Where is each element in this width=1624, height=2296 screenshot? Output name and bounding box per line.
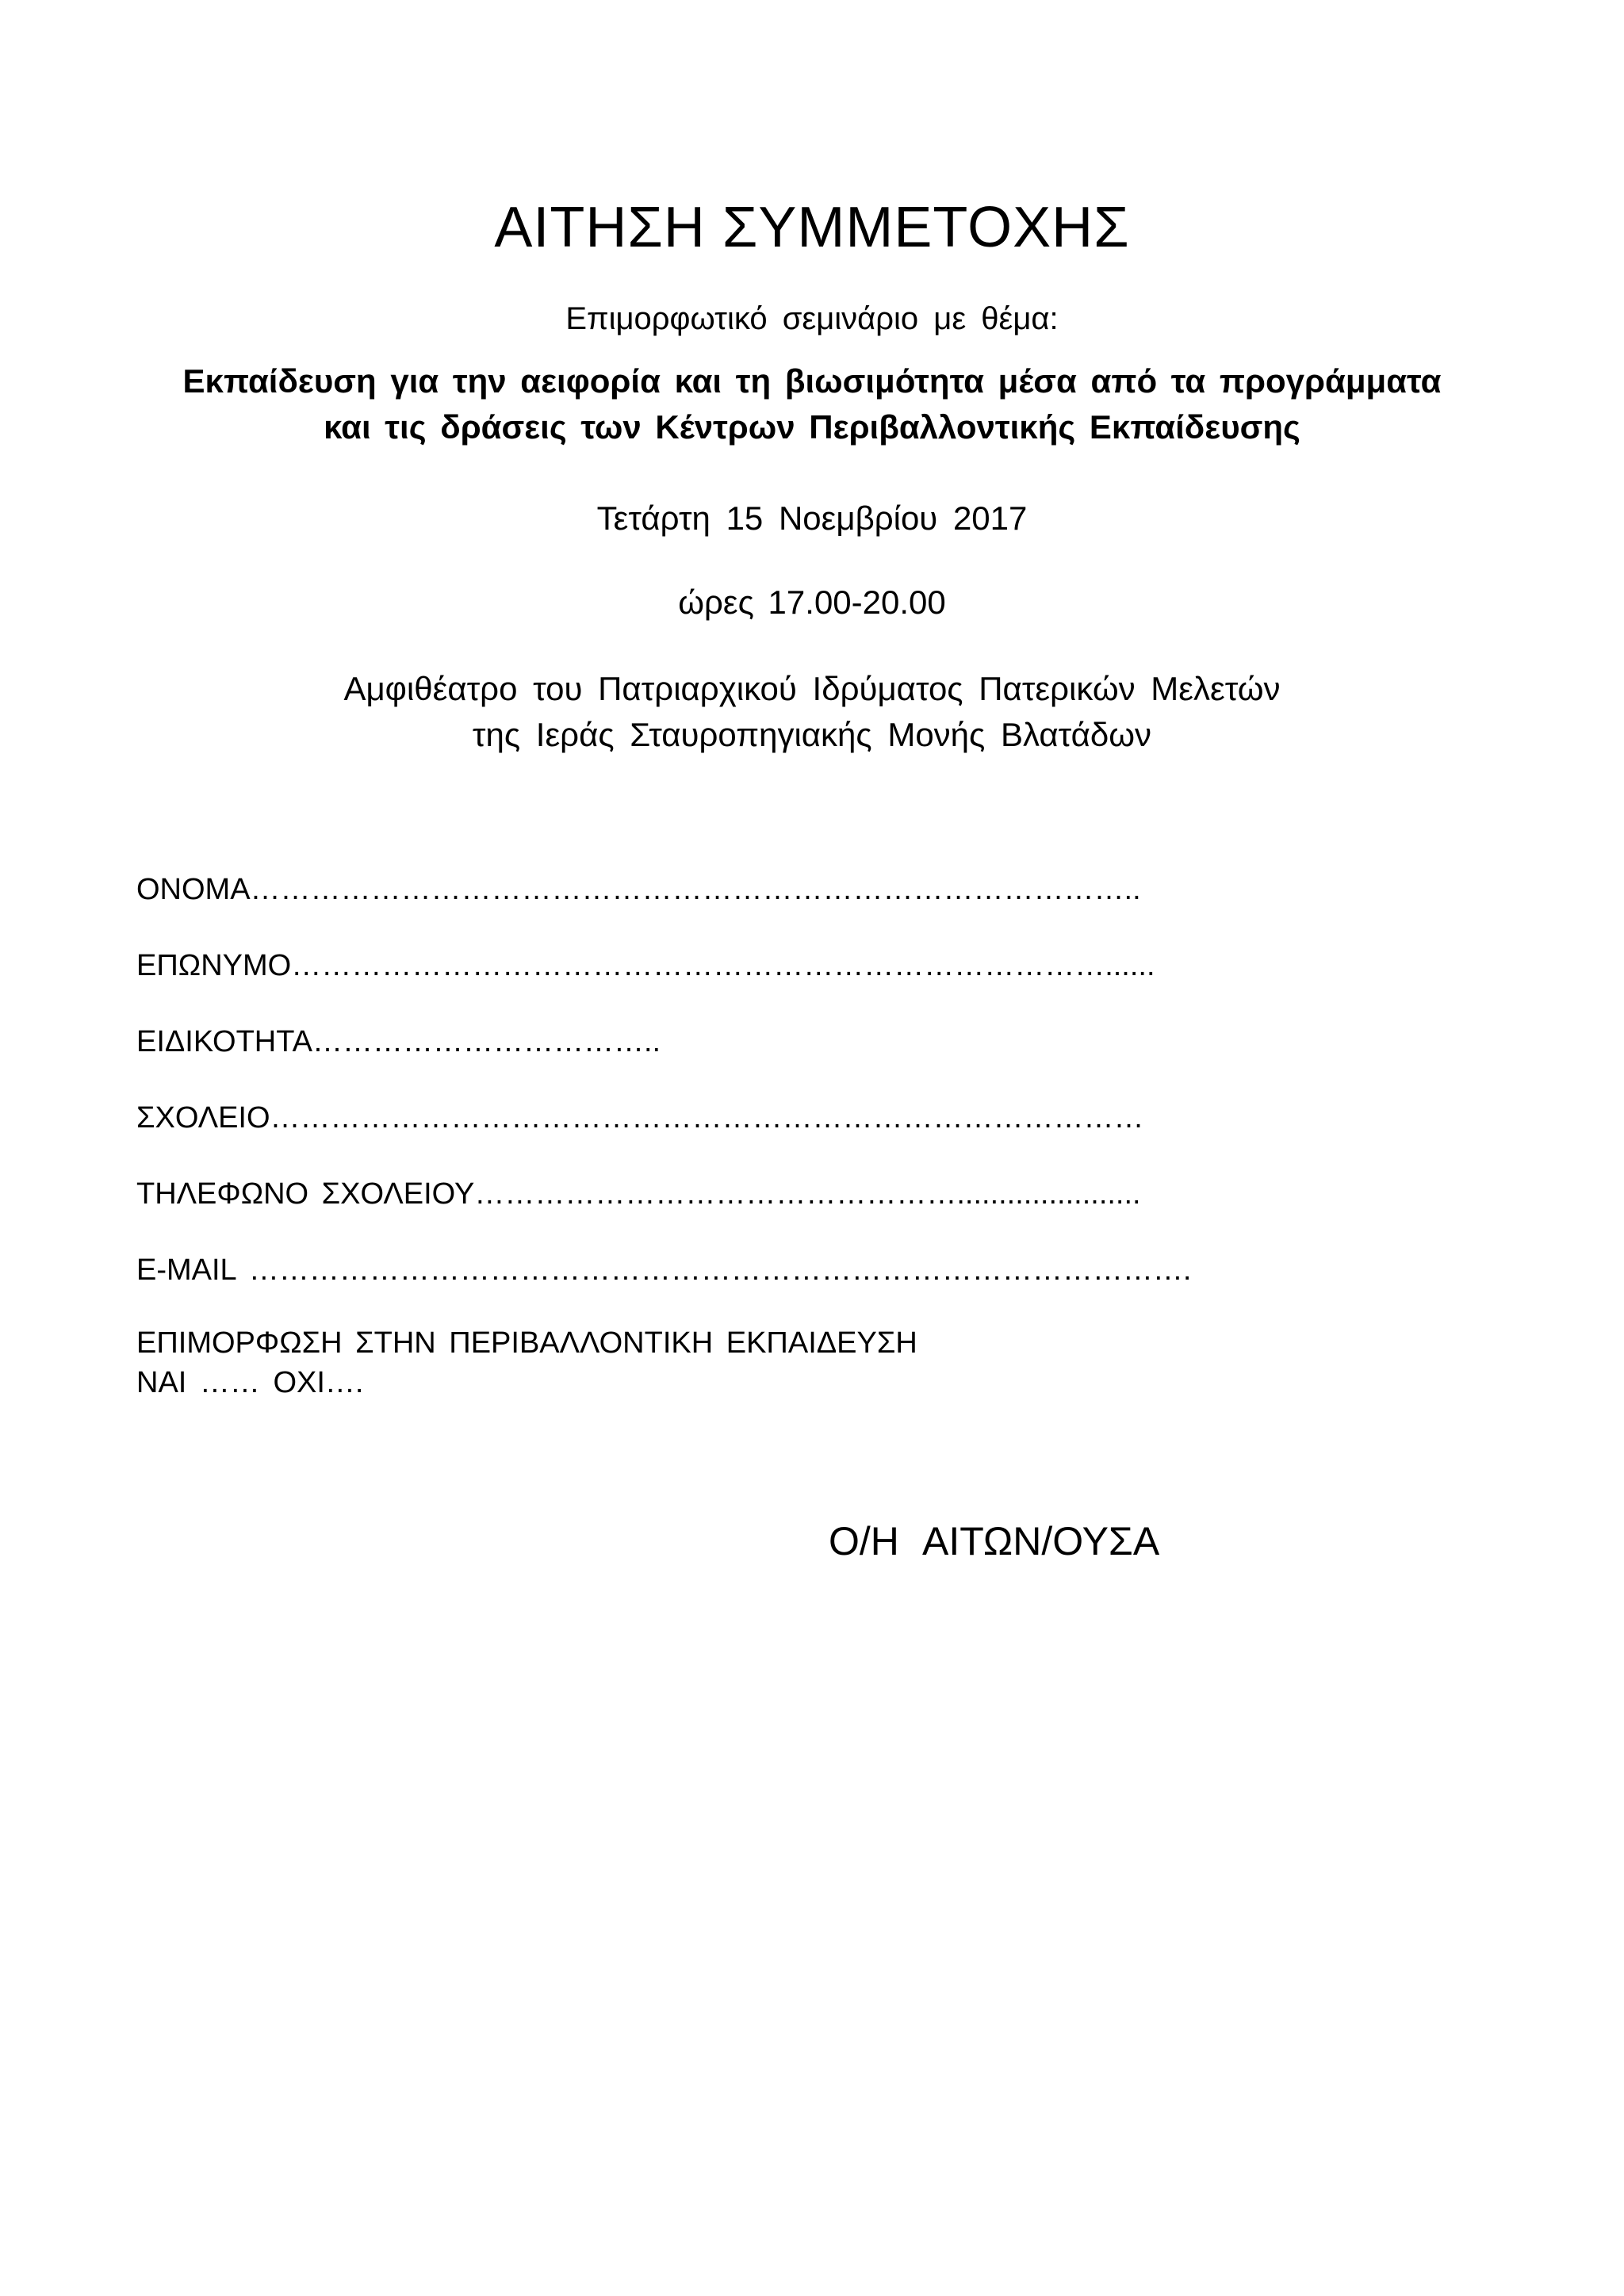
training-yes-no-field[interactable]: ΝΑΙ …… ΟΧΙ…. bbox=[136, 1366, 364, 1399]
seminar-topic-line-1: Εκπαίδευση για την αειφορία και τη βιωσιμότητα μέσα από τα προγράμματα bbox=[182, 362, 1442, 400]
event-venue-line-1: Αμφιθέατρο του Πατριαρχικού Ιδρύματος Πατερικών Μελετών bbox=[343, 670, 1281, 707]
seminar-subtitle: Επιμορφωτικό σεμινάριο με θέμα: bbox=[565, 301, 1059, 336]
email-field[interactable]: E-MAIL …………………………………………………………………………………. bbox=[136, 1253, 1192, 1287]
specialty-field[interactable]: ΕΙΔΙΚΟΤΗΤΑ…………………………….. bbox=[136, 1025, 661, 1058]
school-phone-field[interactable]: ΤΗΛΕΦΩΝΟ ΣΧΟΛΕΙΟΥ…………………………………………...................... bbox=[136, 1177, 1141, 1211]
seminar-topic-line-2: και τις δράσεις των Κέντρων Περιβαλλοντικής Εκπαίδευσης bbox=[324, 408, 1300, 446]
name-field[interactable]: ΟΝΟΜΑ…………………………………………………………………………….. bbox=[136, 873, 1141, 906]
seminar-topic bbox=[0, 358, 1624, 450]
training-question: ΕΠΙΜΟΡΦΩΣΗ ΣΤΗΝ ΠΕΡΙΒΑΛΛΟΝΤΙΚΗ ΕΚΠΑΙΔΕΥΣΗ bbox=[136, 1326, 917, 1360]
event-venue-line-2: της Ιεράς Σταυροπηγιακής Μονής Βλατάδων bbox=[472, 716, 1152, 753]
surname-field[interactable]: ΕΠΩΝΥΜΟ………………………………………………………………………...... bbox=[136, 949, 1155, 982]
event-date: Τετάρτη 15 Νοεμβρίου 2017 bbox=[596, 499, 1028, 537]
applicant-signature-label: Ο/Η ΑΙΤΩΝ/ΟΥΣΑ bbox=[829, 1519, 1160, 1563]
school-field[interactable]: ΣΧΟΛΕΙΟ…………………………………………………………………………… bbox=[136, 1101, 1144, 1135]
document-title: ΑΙΤΗΣΗ ΣΥΜΜΕΤΟΧΗΣ bbox=[494, 196, 1130, 259]
event-venue bbox=[0, 666, 1624, 758]
event-hours: ώρες 17.00-20.00 bbox=[678, 584, 946, 621]
